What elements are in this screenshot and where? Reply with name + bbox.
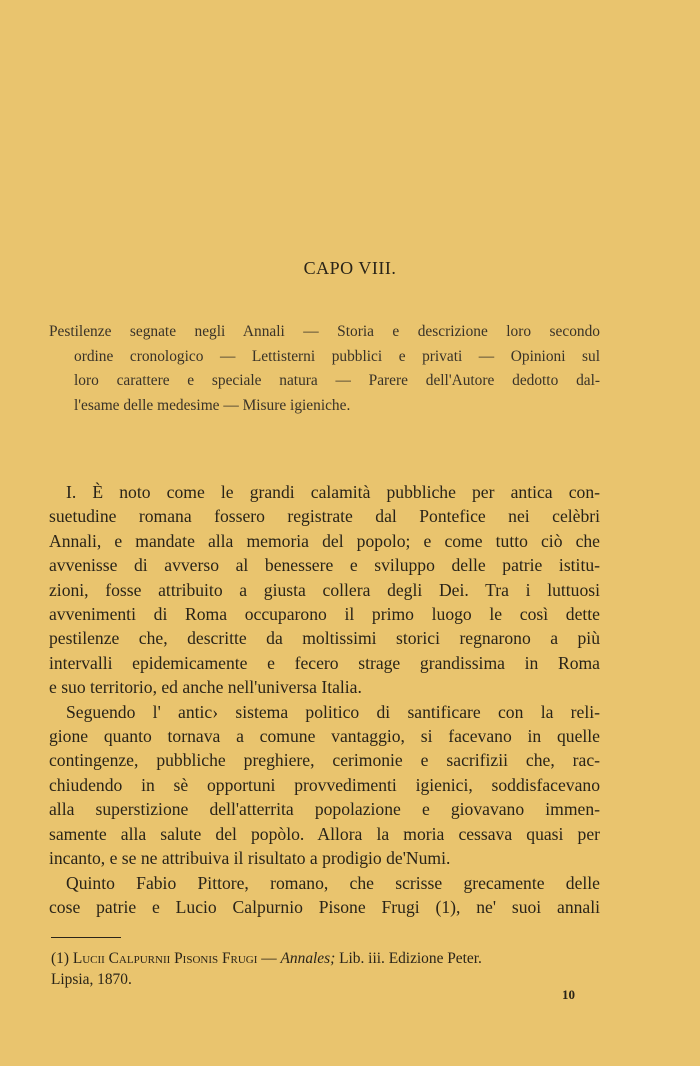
footnote bbox=[51, 948, 600, 990]
chapter-summary bbox=[49, 320, 600, 418]
body-line: samente alla salute del popòlo. Allora la moria cessava quasi per bbox=[49, 823, 600, 844]
summary-line: loro carattere e speciale natura — Parere dell'Autore dedotto dal- bbox=[74, 372, 600, 390]
body-line: Quinto Fabio Pittore, romano, che scrisse grecamente delle bbox=[66, 872, 600, 893]
body-line: zioni, fosse attribuito a giusta collera degli Dei. Tra i luttuosi bbox=[49, 579, 600, 600]
page-number: 10 bbox=[562, 987, 575, 1002]
footnote-author: Lucii Calpurnii Pisonis Frugi bbox=[72, 950, 258, 967]
footnote-dash: — bbox=[261, 950, 277, 967]
footnote-details: Lib. iii. Edizione Peter. bbox=[339, 950, 482, 967]
summary-line: ordine cronologico — Lettisterni pubblici e privati — Opinioni sul bbox=[74, 347, 600, 365]
summary-line: l'esame delle medesime — Misure igieniche. bbox=[74, 396, 351, 414]
body-line: e suo territorio, ed anche nell'universa Italia. bbox=[49, 677, 362, 698]
body-line: gione quanto tornava a comune vantaggio, si facevano in quelle bbox=[49, 726, 600, 747]
body-line: intervalli epidemicamente e fecero strage grandissima in Roma bbox=[49, 652, 600, 673]
chapter-title: CAPO VIII. bbox=[303, 258, 397, 278]
body-line: alla superstizione dell'atterrita popolazione e giovavano immen- bbox=[49, 799, 600, 820]
body-line: Seguendo l' antic› sistema politico di santificare con la reli- bbox=[66, 701, 600, 722]
summary-line: Pestilenze segnate negli Annali — Storia e descrizione loro secondo bbox=[49, 323, 600, 340]
body-line: contingenze, pubbliche preghiere, cerimonie e sacrifizii che, rac- bbox=[49, 750, 600, 771]
body-line: suetudine romana fossero registrate dal Pontefice nei celèbri bbox=[49, 506, 600, 527]
body-line: pestilenze che, descritte da moltissimi storici regnarono a più bbox=[49, 628, 600, 649]
body-line: Annali, e mandate alla memoria del popolo; e come tutto ciò che bbox=[49, 530, 600, 551]
footnote-line bbox=[51, 948, 600, 969]
footnote-divider bbox=[51, 937, 121, 938]
body-line: chiudendo in sè opportuni provvedimenti igienici, soddisfacevano bbox=[49, 774, 600, 795]
body-line: avvenimenti di Roma occuparono il primo luogo le così dette bbox=[49, 604, 600, 625]
body-line: I. È noto come le grandi calamità pubbliche per antica con- bbox=[66, 482, 600, 502]
footnote-line: Lipsia, 1870. bbox=[51, 971, 132, 988]
body-line: incanto, e se ne attribuiva il risultato a prodigio de'Numi. bbox=[49, 848, 451, 869]
body-line: avvenisse di avverso al benessere e sviluppo delle patrie istitu- bbox=[49, 555, 600, 576]
footnote-marker: (1) bbox=[51, 950, 69, 967]
footnote-work: Annales; bbox=[280, 950, 336, 967]
body-line: cose patrie e Lucio Calpurnio Pisone Frugi (1), ne' suoi annali bbox=[49, 896, 600, 917]
body-text bbox=[49, 480, 600, 919]
